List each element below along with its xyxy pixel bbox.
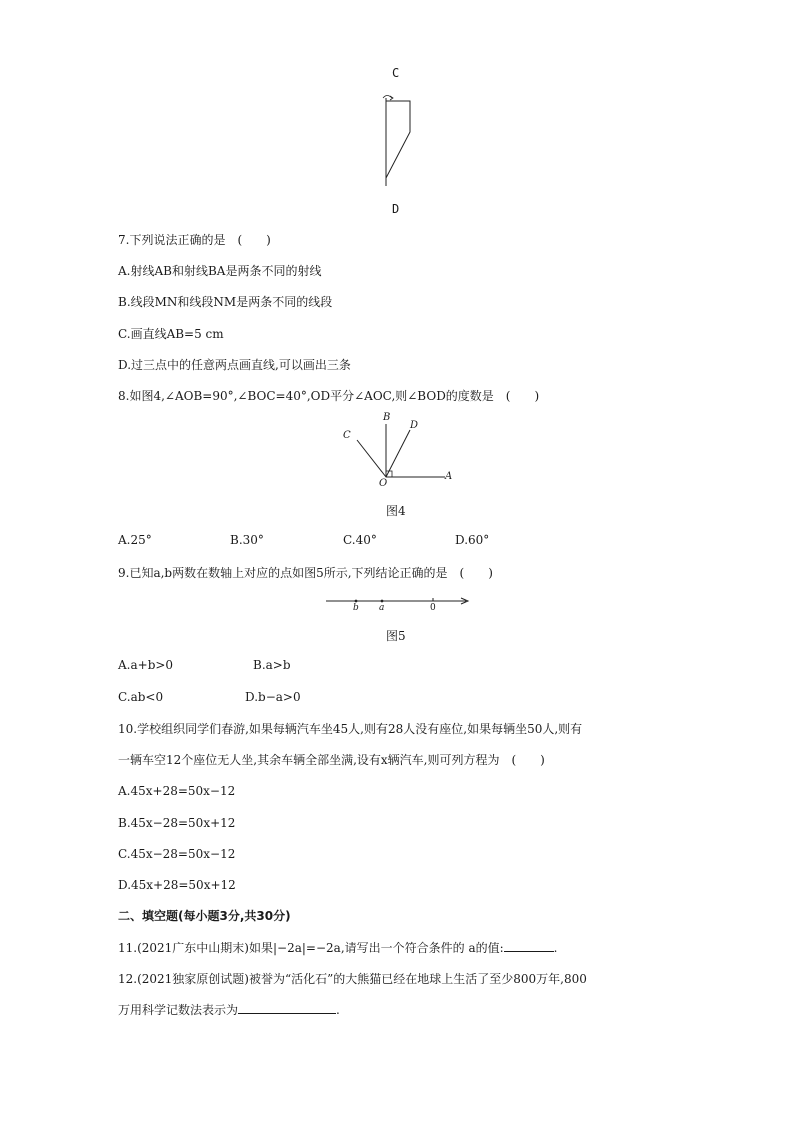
number-line (320, 592, 480, 616)
q9-option-d: D.b−a>0 (245, 690, 301, 704)
q11-row (118, 940, 557, 956)
q11-end: . (553, 941, 558, 955)
section-heading: 二、填空题(每小题3分,共30分) (118, 909, 291, 923)
q8-option-d: D.60° (455, 533, 490, 547)
q9-option-a: A.a+b>0 (118, 658, 174, 672)
label-b: b (353, 603, 359, 613)
q12-line2: 万用科学记数法表示为 (118, 1003, 239, 1017)
q7-option-c: C.画直线AB=5 cm (118, 327, 224, 341)
q7-stem: 7.下列说法正确的是 ( ) (118, 233, 271, 247)
label-a: a (379, 603, 385, 613)
q8-option-a: A.25° (118, 533, 152, 547)
q10-option-d: D.45x+28=50x+12 (118, 878, 236, 892)
q9-stem: 9.已知a,b两数在数轴上对应的点如图5所示,下列结论正确的是 ( ) (118, 566, 493, 580)
q11-stem: 11.(2021广东中山期末)如果|−2a|=−2a,请写出一个符合条件的 a的值: (118, 941, 504, 955)
label-d: D (410, 420, 419, 431)
q12-row (118, 1002, 340, 1018)
q8-option-c: C.40° (343, 533, 377, 547)
label-c: C (392, 66, 400, 80)
q10-option-b: B.45x−28=50x+12 (118, 816, 236, 830)
label-c: C (343, 430, 351, 441)
q10-stem-line2: 一辆车空12个座位无人坐,其余车辆全部坐满,设有x辆汽车,则可列方程为 ( ) (118, 753, 545, 767)
label-d: D (392, 202, 400, 216)
figure-4 (335, 410, 465, 490)
q10-option-a: A.45x+28=50x−12 (118, 784, 236, 798)
q10-option-c: C.45x−28=50x−12 (118, 847, 236, 861)
q10-stem-line1: 10.学校组织同学们春游,如果每辆汽车坐45人,则有28人没有座位,如果每辆坐50人,则有 (118, 722, 583, 736)
label-a: A (445, 471, 453, 482)
label-b: B (383, 412, 391, 423)
q12-answer-blank[interactable] (238, 1002, 336, 1014)
q12-line1: 12.(2021独家原创试题)被誉为“活化石”的大熊猫已经在地球上生活了至少800万年,800 (118, 972, 587, 986)
figure-5-caption: 图5 (386, 629, 406, 643)
figure-5 (320, 592, 480, 616)
q7-option-d: D.过三点中的任意两点画直线,可以画出三条 (118, 358, 351, 372)
q7-option-a: A.射线AB和射线BA是两条不同的射线 (118, 264, 322, 278)
figure-cd (370, 60, 430, 220)
figure-4-caption: 图4 (386, 504, 406, 518)
q8-option-b: B.30° (230, 533, 264, 547)
cd-diagram (370, 60, 430, 220)
label-zero: 0 (430, 603, 436, 613)
q7-option-b: B.线段MN和线段NM是两条不同的线段 (118, 295, 333, 309)
q12-end: . (336, 1003, 340, 1017)
q9-option-b: B.a>b (253, 658, 291, 672)
q11-answer-blank[interactable] (504, 940, 554, 952)
q9-option-c: C.ab<0 (118, 690, 164, 704)
q8-stem: 8.如图4,∠AOB=90°,∠BOC=40°,OD平分∠AOC,则∠BOD的度数是 ( ) (118, 389, 540, 403)
label-o: O (379, 478, 388, 489)
